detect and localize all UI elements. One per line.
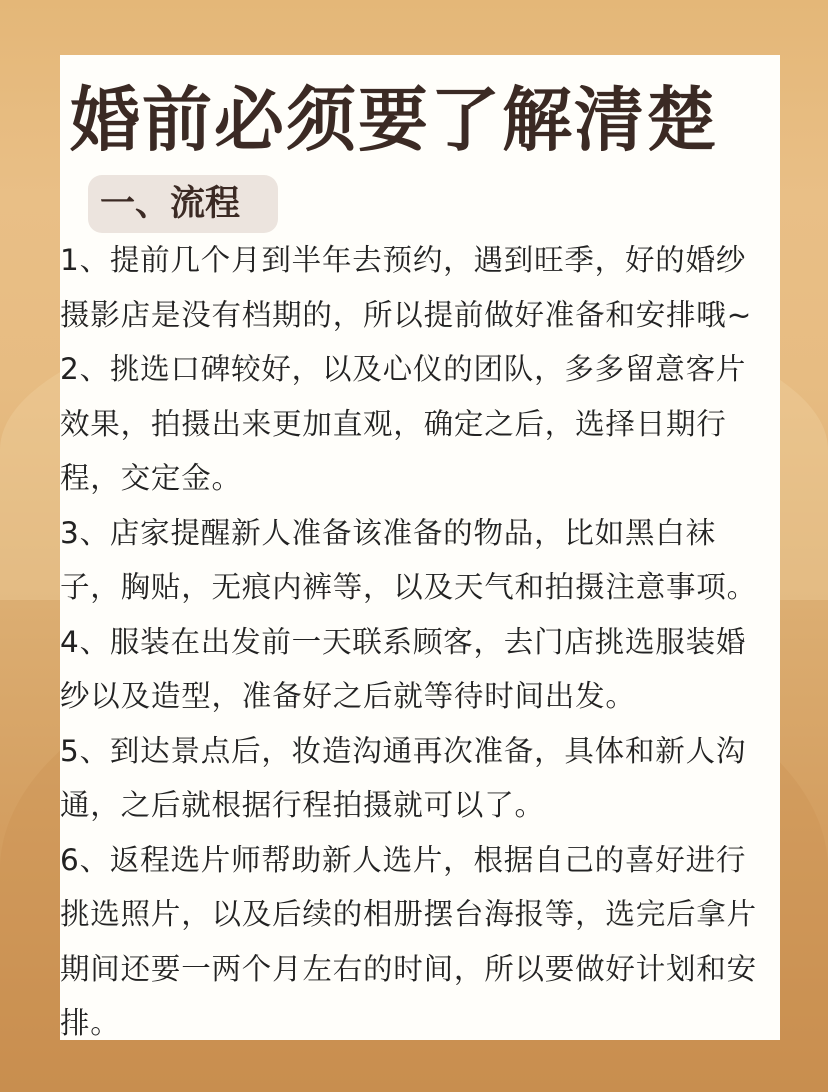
steps-list bbox=[60, 233, 776, 1051]
step-item: 4、服装在出发前一天联系顾客，去门店挑选服装婚纱以及造型，准备好之后就等待时间出发。 bbox=[60, 624, 747, 713]
step-item: 3、店家提醒新人准备该准备的物品，比如黑白袜子，胸贴，无痕内裤等，以及天气和拍摄注意事项。 bbox=[60, 515, 757, 604]
section-heading: 一、流程 bbox=[100, 184, 241, 224]
step-item: 1、提前几个月到半年去预约，遇到旺季，好的婚纱摄影店是没有档期的，所以提前做好准备和安排哦~ bbox=[60, 243, 753, 332]
step-item: 6、返程选片师帮助新人选片，根据自己的喜好进行挑选照片，以及后续的相册摆台海报等，选完后拿片期间还要一两个月左右的时间，所以要做好计划和安排。 bbox=[60, 842, 757, 1040]
step-item: 5、到达景点后，妆造沟通再次准备，具体和新人沟通，之后就根据行程拍摄就可以了。 bbox=[60, 733, 747, 822]
content-card bbox=[60, 55, 780, 1040]
step-item: 2、挑选口碑较好，以及心仪的团队，多多留意客片效果，拍摄出来更加直观，确定之后，选择日期行程，交定金。 bbox=[60, 352, 747, 495]
page-title: 婚前必须要了解清楚 bbox=[70, 79, 718, 161]
